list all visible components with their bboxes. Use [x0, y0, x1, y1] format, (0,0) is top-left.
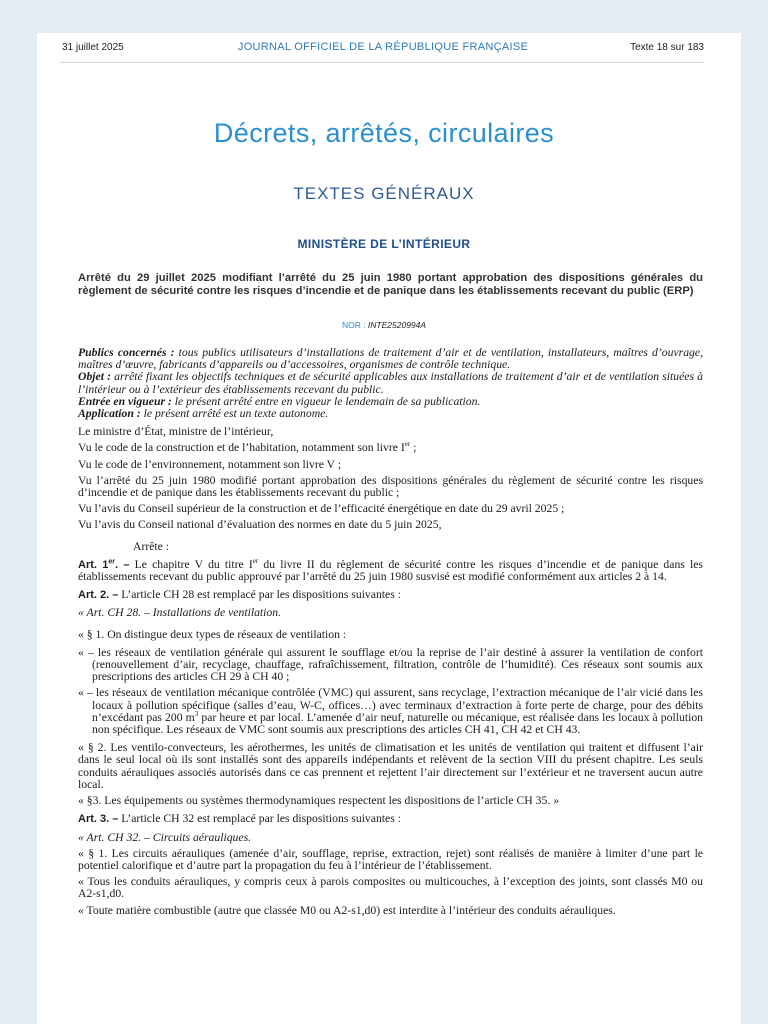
article-1-label: Art. 1er. – [78, 558, 130, 571]
arrete-word: Arrête : [133, 539, 170, 553]
visa-3: Vu l’arrêté du 25 juin 1980 modifié portant approbation des dispositions générales du règlement de sécurité contre les risques d’incendie et de panique dans les établissements recevant du public ; [78, 473, 703, 500]
article-2-text: L’article CH 28 est remplacé par les dispositions suivantes : [118, 588, 401, 602]
visa-1-end: ; [410, 441, 417, 455]
visa-4: Vu l’avis du Conseil supérieur de la construction et de l’efficacité énergétique en date du 29 avril 2025 ; [78, 502, 565, 516]
application-text: le présent arrêté est un texte autonome. [140, 407, 329, 421]
article-2 [78, 589, 703, 601]
ministry-title: MINISTÈRE DE L’INTÉRIEUR [297, 237, 471, 251]
ch32-para-3: « Toute matière combustible (autre que classée M0 ou A2-s1,d0) est interdite à l’intérieur des conduits aérauliques. [78, 903, 616, 917]
application-label: Application : [78, 407, 141, 421]
nor-label: NOR : [341, 320, 368, 330]
application [78, 408, 703, 420]
publics-concernes [78, 347, 703, 371]
visa-1-sup: er [404, 440, 411, 449]
document-body [78, 347, 703, 917]
visa-1-text: Vu le code de la construction et de l’habitation, notamment son livre I [78, 441, 405, 455]
article-3-text: L’article CH 32 est remplacé par les dispositions suivantes : [118, 812, 401, 826]
entree-label: Entrée en vigueur : [78, 394, 172, 408]
objet-label: Objet : [78, 370, 111, 384]
text-number: Texte 18 sur 183 [630, 42, 704, 53]
arrete-title: Arrêté du 29 juillet 2025 modifiant l’arrêté du 25 juin 1980 portant approbation des dispositions générales du règlement de sécurité contre les risques d’incendie et de panique dans les établissements recevant du public (ERP) [78, 272, 703, 297]
objet-text: arrêté fixant les objectifs techniques et de sécurité applicables aux installations de traitement d’air et de ventilation situées à l’intérieur ou à l’extérieur des établissements recevant du public. [78, 370, 703, 396]
subsection-title: TEXTES GÉNÉRAUX [293, 184, 475, 203]
publics-text: tous publics utilisateurs d’installations de traitement d’air et de ventilation, installateurs, maîtres d’ouvrage, maîtres d’œuvre, fabricants d’appareils ou d’accessoires, organismes de contrôle technique. [78, 346, 704, 372]
visa-5: Vu l’avis du Conseil national d’évaluation des normes en date du 5 juin 2025, [78, 518, 442, 532]
visa-2: Vu le code de l’environnement, notamment son livre V ; [78, 457, 342, 471]
nor-reference [0, 320, 768, 330]
ch32-para-2: « Tous les conduits aérauliques, y compris ceux à parois composites ou multicouches, à l’exception des joints, sont classés M0 ou A2-s1,d0. [78, 875, 703, 901]
ch28-para-2: « – les réseaux de ventilation générale qui assurent le soufflage et/ou la reprise de l’air destiné à assurer la ventilation de confort (renouvellement d’air, recyclage, chauffage, rafraîchissement, filtration, contrôle de l’humidité). Ces réseaux sont soumis aux prescriptions des articles CH 29 à CH 40 ; [78, 645, 703, 684]
ch28-para-5: « §3. Les équipements ou systèmes thermodynamiques respectent les dispositions de l’article CH 35. » [78, 794, 560, 808]
journal-title: JOURNAL OFFICIEL DE LA RÉPUBLIQUE FRANÇAISE [237, 41, 529, 53]
section-title: Décrets, arrêtés, circulaires [213, 118, 555, 148]
header-divider [60, 62, 704, 63]
ch28-para-4: « § 2. Les ventilo-convecteurs, les aérothermes, les unités de climatisation et les unités de ventilation qui traitent et diffusent l’air dans le seul local où ils sont installés sont des appareils indépendants et relèvent de la section VIII du présent chapitre. Les seuls conduits aérauliques associés autorisés dans ce cas prennent et rejettent l’air directement sur l’extérieur et ne traversent aucun autre local. [78, 741, 703, 791]
ch28-para-3-sup: 3 [194, 709, 199, 718]
article-ch28-heading: « Art. CH 28. – Installations de ventilation. [78, 606, 282, 620]
article-1-text: Le chapitre V du titre I [129, 557, 253, 571]
ch28-para-3-text-end: par heure et par local. L’amenée d’air neuf, naturelle ou mécanique, est réalisée dans les locaux à pollution non spécifique. Les réseaux de VMC sont soumis aux prescriptions des articles CH 41, CH 42 et CH 43. [92, 710, 704, 737]
publics-label: Publics concernés : [78, 346, 175, 359]
ch28-para-3-text: « – les réseaux de ventilation mécanique contrôlée (VMC) qui assurent, sans recyclage, l’extraction mécanique de l’air vicié dans les locaux à pollution spécifique (salles d’eau, W-C, offices…) avec terminaux d’extraction à forte perte de charge, pour des débits n’excédant pas 200 m [78, 686, 703, 724]
entree-text: le présent arrêté entre en vigueur le lendemain de sa publication. [171, 394, 481, 408]
article-2-label: Art. 2. – [78, 589, 119, 602]
publication-date: 31 juillet 2025 [62, 42, 124, 53]
page-header [62, 41, 704, 57]
article-1 [78, 556, 703, 584]
ministre-line: Le ministre d’État, ministre de l’intérieur, [78, 425, 274, 439]
article-3-label: Art. 3. – [78, 813, 119, 826]
objet [78, 371, 703, 395]
article-3 [78, 813, 703, 825]
article-1-text-end: du livre II du règlement de sécurité contre les risques d’incendie et de panique dans les établissements recevant du public approuvé par l’arrêté du 25 juin 1980 susvisé est modifié conformément aux articles 2 à 14. [78, 557, 703, 584]
ch28-para-3 [78, 687, 703, 736]
article-ch32-heading: « Art. CH 32. – Circuits aérauliques. [78, 830, 252, 844]
nor-code: INTE2520994A [367, 320, 427, 330]
ch28-para-1: « § 1. On distingue deux types de réseaux de ventilation : [78, 627, 347, 641]
ch32-para-1: « § 1. Les circuits aérauliques (amenée d’air, soufflage, reprise, extraction, rejet) sont réalisés de manière à limiter d’une part le potentiel calorifique et d’autre part la propagation du feu à l’intérieur de l’établissement. [78, 846, 703, 872]
visa-1 [78, 442, 703, 454]
article-1-sup: er [252, 556, 259, 565]
